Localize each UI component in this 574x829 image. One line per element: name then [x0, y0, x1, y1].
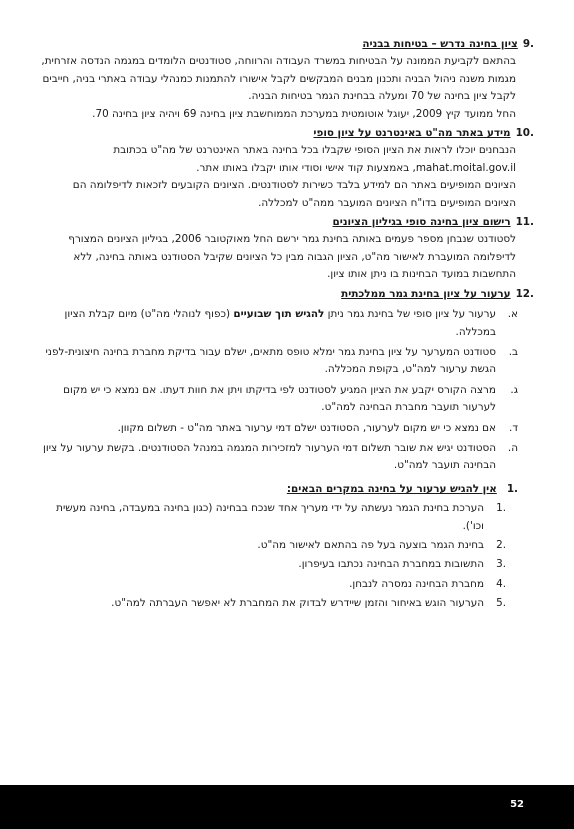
- item-label: א.: [507, 308, 518, 321]
- item-text: בחינת הגמר בוצעה בעל פה בהתאם לאישור מה"ט.: [257, 538, 484, 551]
- appeal-item: [40, 440, 534, 475]
- item-label: .1: [496, 502, 506, 515]
- item-text: [40, 306, 496, 341]
- page-content: [40, 34, 534, 613]
- section-number: .10: [515, 127, 534, 140]
- item-text: מרצה הקורס יקבע את הציון המגיע לסטודנט לפי בדיקתו ויתן את חוות דעתו. אם נמצא כי יש מקום לערעור תועבר מחברת הבחינה למה"ט.: [63, 383, 496, 414]
- page-number: 52: [510, 799, 524, 810]
- subhead-title: אין להגיש ערעור על בחינה במקרים הבאים:: [286, 482, 497, 495]
- section-9-paragraph-1: בהתאם לקביעת הממונה על הבטיחות במשרד העבודה והרווחה, סטודנטים הלומדים במגמה הנדסה אזרחית, מגמות משנה ניהול הבניה ותכנון מבנים המבקשים לקבל אישורו להתמנות כמנהלי עבודה באתרי בניה, חייבים לקבל ציון בחינה של 70 ומעלה בבחינת הגמר בטיחות הבניה.: [41, 55, 516, 103]
- appeal-item: [40, 344, 534, 379]
- section-number: .12: [515, 287, 534, 300]
- item-text: הערעור הוגש באיחור והזמן שיידרש לבדוק את המחברת לא יאפשר העברתה למה"ט.: [111, 597, 484, 610]
- item-label: ה.: [507, 441, 518, 454]
- section-number: .9: [522, 38, 534, 50]
- no-appeal-item: [40, 556, 534, 573]
- section-10-paragraph-1: הנבחנים יוכלו לראות את הציון הסופי שקבלו בכל בחינה באתר האינטרנט של מה"ט בכתובת mahat.moital.gov.il, באמצעות קוד אישי וסודי אותו יקבלו באותו אתר.: [113, 144, 516, 174]
- item-label: .4: [496, 577, 506, 590]
- page-footer-bar: [0, 785, 574, 829]
- item-text: אם נמצא כי יש מקום לערעור, הסטודנט ישלם דמי ערעור באתר מה"ט - תשלום מקוון.: [117, 421, 496, 434]
- section-9-title: [40, 36, 534, 53]
- section-10-paragraph-2: הציונים המופיעים באתר הם למידע בלבד כשירות לסטודנטים. הציונים הקובעים לזכאות לדיפלומה הם הציונים המופיעים בדו"ח הציונים המועבר ממה"ט למכללה.: [72, 179, 516, 209]
- no-appeal-item: [40, 576, 534, 593]
- item-text: הסטודנט יגיש את שובר תשלום דמי הערעור למזכירות המגמה במנהל הסטודנטים. בקשת ערעור על ציון הבחינה תועבר למה"ט.: [43, 441, 496, 472]
- section-10-title: [40, 125, 534, 142]
- item-text-post: (כפוף לנוהלי מה"ט) מיום קבלת הציון במכללה.: [64, 308, 496, 338]
- item-text: הערכת בחינת הגמר נעשתה על ידי מעריך אחד שנכח בבחינה (כגון בחינה במעבדה, בחינה מעשית וכו').: [56, 502, 484, 532]
- section-heading: רישום ציון בחינה סופי בגיליון הציונים: [332, 216, 511, 229]
- section-number: .11: [515, 216, 534, 229]
- item-label: ב.: [508, 345, 518, 358]
- subhead-label: .1: [506, 482, 518, 495]
- section-12-title: [40, 286, 534, 303]
- appeal-item: [40, 420, 534, 437]
- item-label: .5: [496, 597, 506, 610]
- section-heading: מידע באתר מה"ט באינטרנט על ציון סופי: [313, 127, 511, 140]
- item-label: .2: [496, 538, 506, 551]
- item-label: ג.: [510, 383, 518, 396]
- no-appeal-item: [40, 537, 534, 554]
- item-text: מחברת הבחינה נמסרה לנבחן.: [349, 577, 484, 590]
- item-label: ד.: [509, 421, 518, 434]
- no-appeal-heading: [40, 481, 534, 498]
- section-9-paragraph-2: החל ממועד קיץ 2009, יעוגל אוטומטית במערכת הממוחשבת ציון בחינה 69 ויהיה ציון בחינה 70.: [92, 107, 516, 120]
- item-text-bold: להגיש תוך שבועיים: [233, 308, 325, 321]
- section-11-paragraph-1: לסטודנט שנבחן מספר פעמים באותה בחינת גמר ירשם החל מאוקטובר 2006, בגיליון הציונים המצורף לדיפלומה המועברת לאישור מה"ט, הציון הגבוה מבין כל הציונים שקיבל הסטודנט באותה בחינה, ללא התחשבות במועד הבחינות בו ניתן אותו ציון.: [68, 233, 516, 281]
- item-label: .3: [496, 558, 506, 571]
- section-heading: ערעור על ציון בחינת גמר ממלכתית: [341, 287, 511, 300]
- appeal-item: [40, 306, 534, 341]
- item-text: התשובות במחברת הבחינה נכתבו בעיפרון.: [298, 558, 484, 571]
- item-text-pre: ערעור על ציון סופי של בחינת גמר ניתן: [324, 308, 496, 321]
- no-appeal-item: [40, 595, 534, 612]
- item-text: סטודנט המערער על ציון בחינת גמר ימלא טופס מתאים, ישלם עבור בדיקת מחברת בחינה חיצונית-לפני הגשת ערעור למה"ט, בקופת המכללה.: [45, 345, 496, 376]
- section-heading: ציון בחינה נדרש – בטיחות בבניה: [362, 38, 518, 50]
- appeal-item: [40, 382, 534, 417]
- no-appeal-item: [40, 500, 534, 535]
- section-11-title: [40, 214, 534, 231]
